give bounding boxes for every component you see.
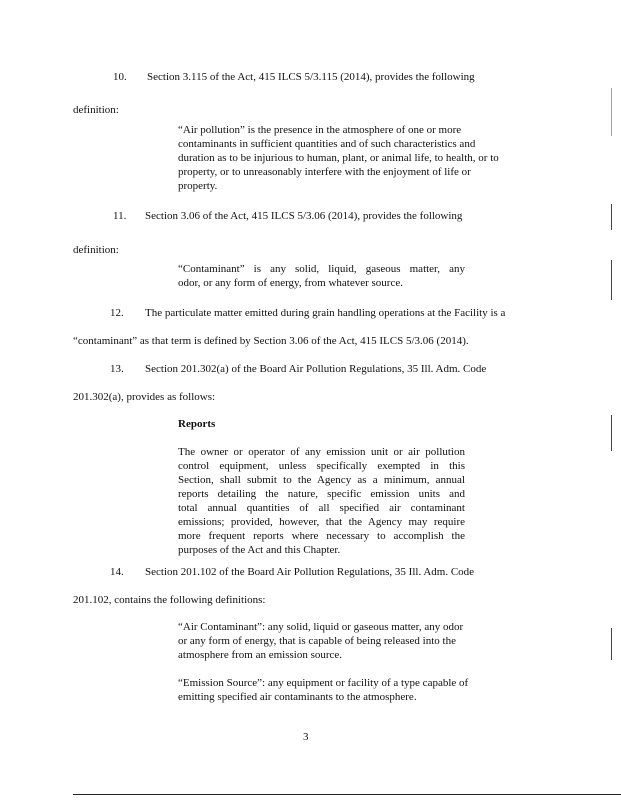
block-quote-line: “Contaminant” is any solid, liquid, gaseous matter, any <box>178 263 465 275</box>
paragraph-text: Section 3.06 of the Act, 415 ILCS 5/3.06 (2014), provides the following <box>145 210 463 222</box>
block-quote-line: purposes of the Act and this Chapter. <box>178 544 341 556</box>
paragraph-text: “contaminant” as that term is defined by Section 3.06 of the Act, 415 ILCS 5/3.06 (2014). <box>73 335 469 347</box>
paragraph-text: Section 3.115 of the Act, 415 ILCS 5/3.115 (2014), provides the following <box>147 71 475 83</box>
paragraph-number: 10. <box>113 71 127 83</box>
paragraph-number: 14. <box>110 566 124 578</box>
block-quote-line: duration as to be injurious to human, plant, or animal life, to health, or to <box>178 152 499 164</box>
margin-mark <box>611 260 612 300</box>
paragraph-number: 11. <box>113 210 127 222</box>
block-quote-line: contaminants in sufficient quantities and of such characteristics and <box>178 138 476 150</box>
block-quote-line: odor, or any form of energy, from whatever source. <box>178 277 403 289</box>
margin-mark <box>611 204 612 230</box>
block-quote-line: “Air pollution” is the presence in the atmosphere of one or more <box>178 124 462 136</box>
paragraph-number: 12. <box>110 307 124 319</box>
margin-mark <box>611 88 612 136</box>
paragraph-text: definition: <box>73 244 119 256</box>
block-quote-line: total annual quantities of all specified air contaminant <box>178 502 465 514</box>
paragraph-text: definition: <box>73 104 119 116</box>
bottom-rule <box>73 794 621 795</box>
page-number: 3 <box>303 731 309 743</box>
block-quote-line: more frequent reports where necessary to accomplish the <box>178 530 465 542</box>
paragraph-text: 201.102, contains the following definitions: <box>73 594 266 606</box>
block-quote-line: reports detailing the nature, specific emission units and <box>178 488 465 500</box>
block-quote-line: “Air Contaminant”: any solid, liquid or gaseous matter, any odor <box>178 621 464 633</box>
paragraph-text: Section 201.302(a) of the Board Air Pollution Regulations, 35 Ill. Adm. Code <box>145 363 487 375</box>
block-quote-line: emissions; provided, however, that the Agency may require <box>178 516 465 528</box>
block-quote-heading: Reports <box>178 418 216 430</box>
block-quote-line: or any form of energy, that is capable of being released into the <box>178 635 456 647</box>
block-quote-line: emitting specified air contaminants to the atmosphere. <box>178 691 417 703</box>
block-quote-line: property, or to unreasonably interfere with the enjoyment of life or <box>178 166 471 178</box>
block-quote-line: “Emission Source”: any equipment or facility of a type capable of <box>178 677 469 689</box>
block-quote-line: property. <box>178 180 218 192</box>
block-quote-line: Section, shall submit to the Agency as a minimum, annual <box>178 474 465 486</box>
block-quote-line: The owner or operator of any emission unit or air pollution <box>178 446 465 458</box>
block-quote-line: atmosphere from an emission source. <box>178 649 343 661</box>
margin-mark <box>611 628 612 660</box>
block-quote-line: control equipment, unless specifically exempted in this <box>178 460 465 472</box>
margin-mark <box>611 415 612 451</box>
paragraph-text: The particulate matter emitted during grain handling operations at the Facility is a <box>145 307 506 319</box>
paragraph-text: Section 201.102 of the Board Air Pollution Regulations, 35 Ill. Adm. Code <box>145 566 475 578</box>
paragraph-number: 13. <box>110 363 124 375</box>
paragraph-text: 201.302(a), provides as follows: <box>73 391 216 403</box>
